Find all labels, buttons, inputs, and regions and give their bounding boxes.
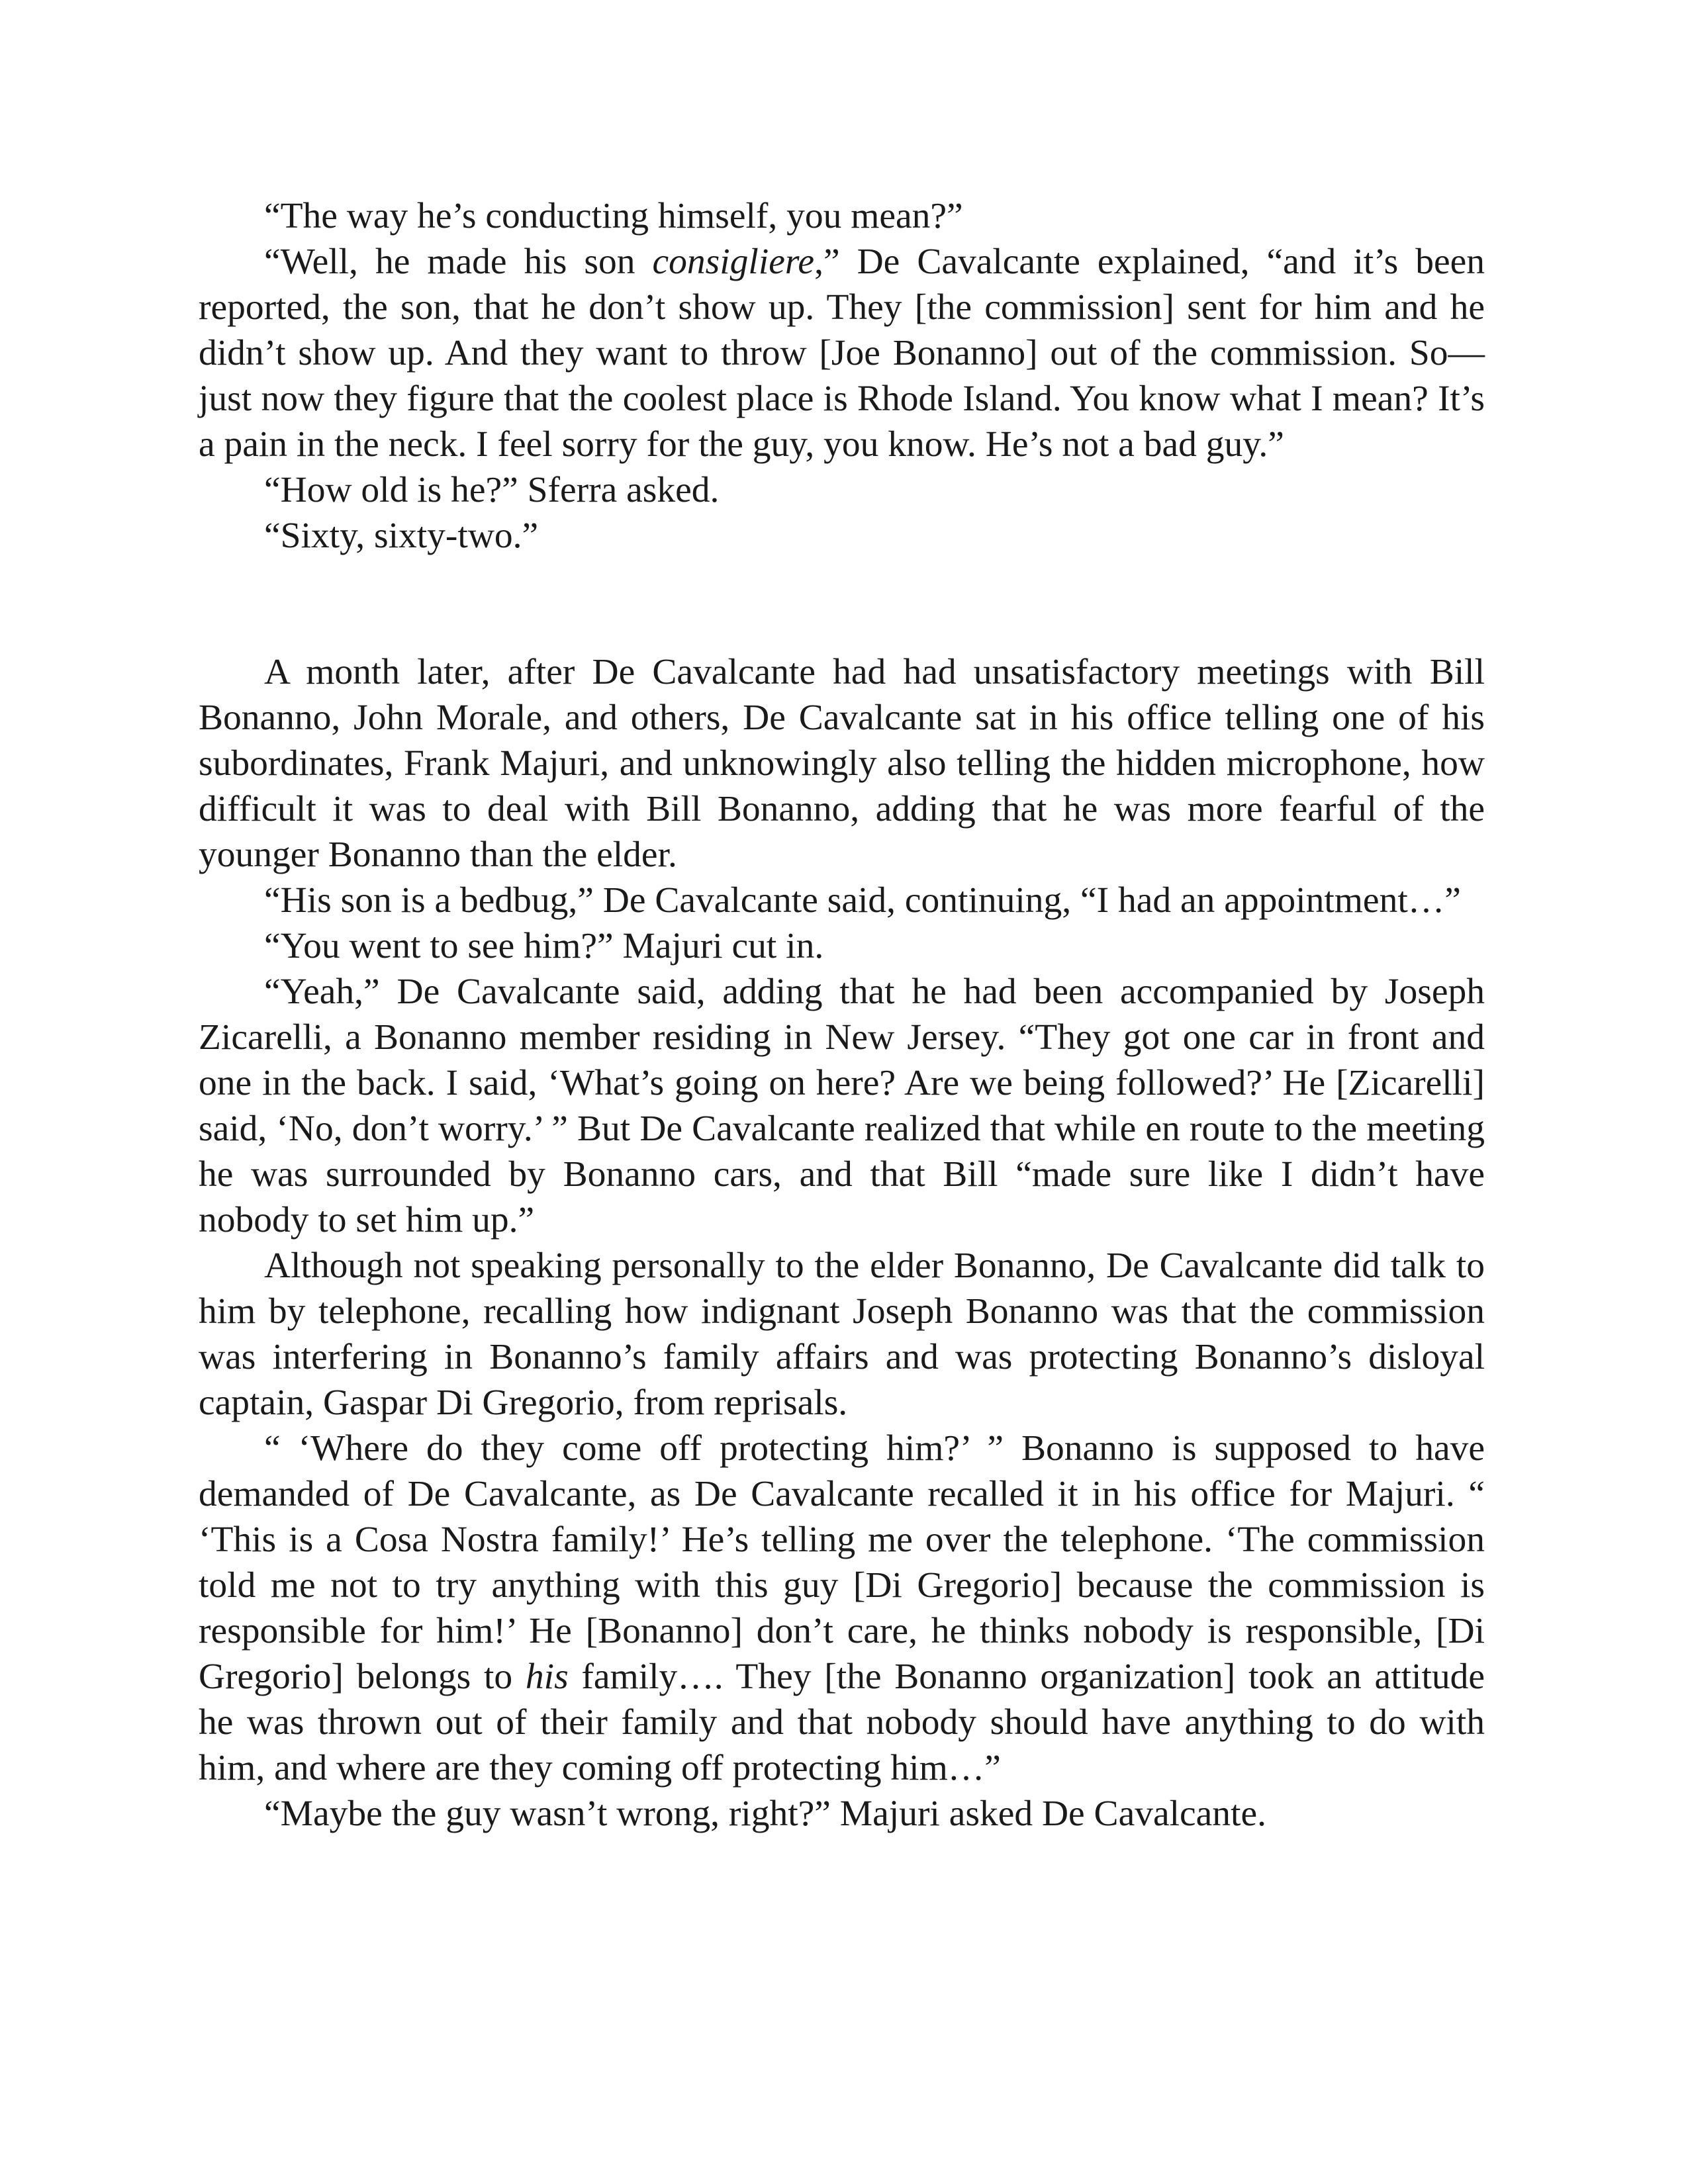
section-break [199, 559, 1485, 649]
paragraph: “How old is he?” Sferra asked. [264, 470, 720, 510]
paragraph-text: ,” De Cavalcante explained, “and it’s been reported, the son, that he don’t show up. They [the commission] sent for him and he didn’t show up. And they want to throw [Joe Bonanno] out of the commission. So—just now they figure that the coolest place is Rhode Island. You know what I mean? It’s a pain in the neck. I feel sorry for the guy, you know. He’s not a bad guy.” [199, 242, 1485, 465]
paragraph-text: family…. They [the Bonanno organization] took an attitude he was thrown out of their family and that nobody should have anything to do with him, and where are they coming off protecting him…” [199, 1657, 1485, 1788]
paragraph: A month later, after De Cavalcante had had unsatisfactory meetings with Bill Bonanno, John Morale, and others, De Cavalcante sat in his office telling one of his subordinates, Frank Majuri, and unknowingly also telling the hidden microphone, how difficult it was to deal with Bill Bonanno, adding that he was more fearful of the younger Bonanno than the elder. [199, 652, 1485, 875]
paragraph-text: “ ‘Where do they come off protecting him?’ ” Bonanno is supposed to have demanded of De Cavalcante, as De Cavalcante recalled it in his office for Majuri. “ ‘This is a Cosa Nostra family!’ He’s telling me over the telephone. ‘The commission told me not to try anything with this guy [Di Gregorio] because the commission is responsible for him!’ He [Bonanno] don’t care, he thinks nobody is responsible, [Di Gregorio] belongs to [199, 1428, 1485, 1697]
paragraph: Although not speaking personally to the elder Bonanno, De Cavalcante did talk to him by telephone, recalling how indignant Joseph Bonanno was that the commission was interfering in Bonanno’s family affairs and was protecting Bonanno’s disloyal captain, Gaspar Di Gregorio, from reprisals. [199, 1246, 1485, 1423]
paragraph: “You went to see him?” Majuri cut in. [264, 926, 824, 966]
paragraph: “Sixty, sixty-two.” [264, 516, 539, 556]
italic-term: his [525, 1657, 569, 1697]
paragraph-text: “Well, he made his son [264, 242, 653, 282]
paragraph: “His son is a bedbug,” De Cavalcante said, continuing, “I had an appointment…” [264, 880, 1461, 921]
italic-term: consigliere [652, 242, 815, 282]
paragraph [199, 239, 1485, 467]
paragraph: “Maybe the guy wasn’t wrong, right?” Majuri asked De Cavalcante. [264, 1794, 1266, 1834]
paragraph: “Yeah,” De Cavalcante said, adding that he had been accompanied by Joseph Zicarelli, a Bonanno member residing in New Jersey. “They got one car in front and one in the back. I said, ‘What’s going on here? Are we being followed?’ He [Zicarelli] said, ‘No, don’t worry.’ ” But De Cavalcante realized that while en route to the meeting he was surrounded by Bonanno cars, and that Bill “made sure like I didn’t have nobody to set him up.” [199, 972, 1485, 1240]
book-page [199, 193, 1485, 1837]
paragraph [199, 1426, 1485, 1791]
paragraph: “The way he’s conducting himself, you mean?” [264, 196, 963, 236]
